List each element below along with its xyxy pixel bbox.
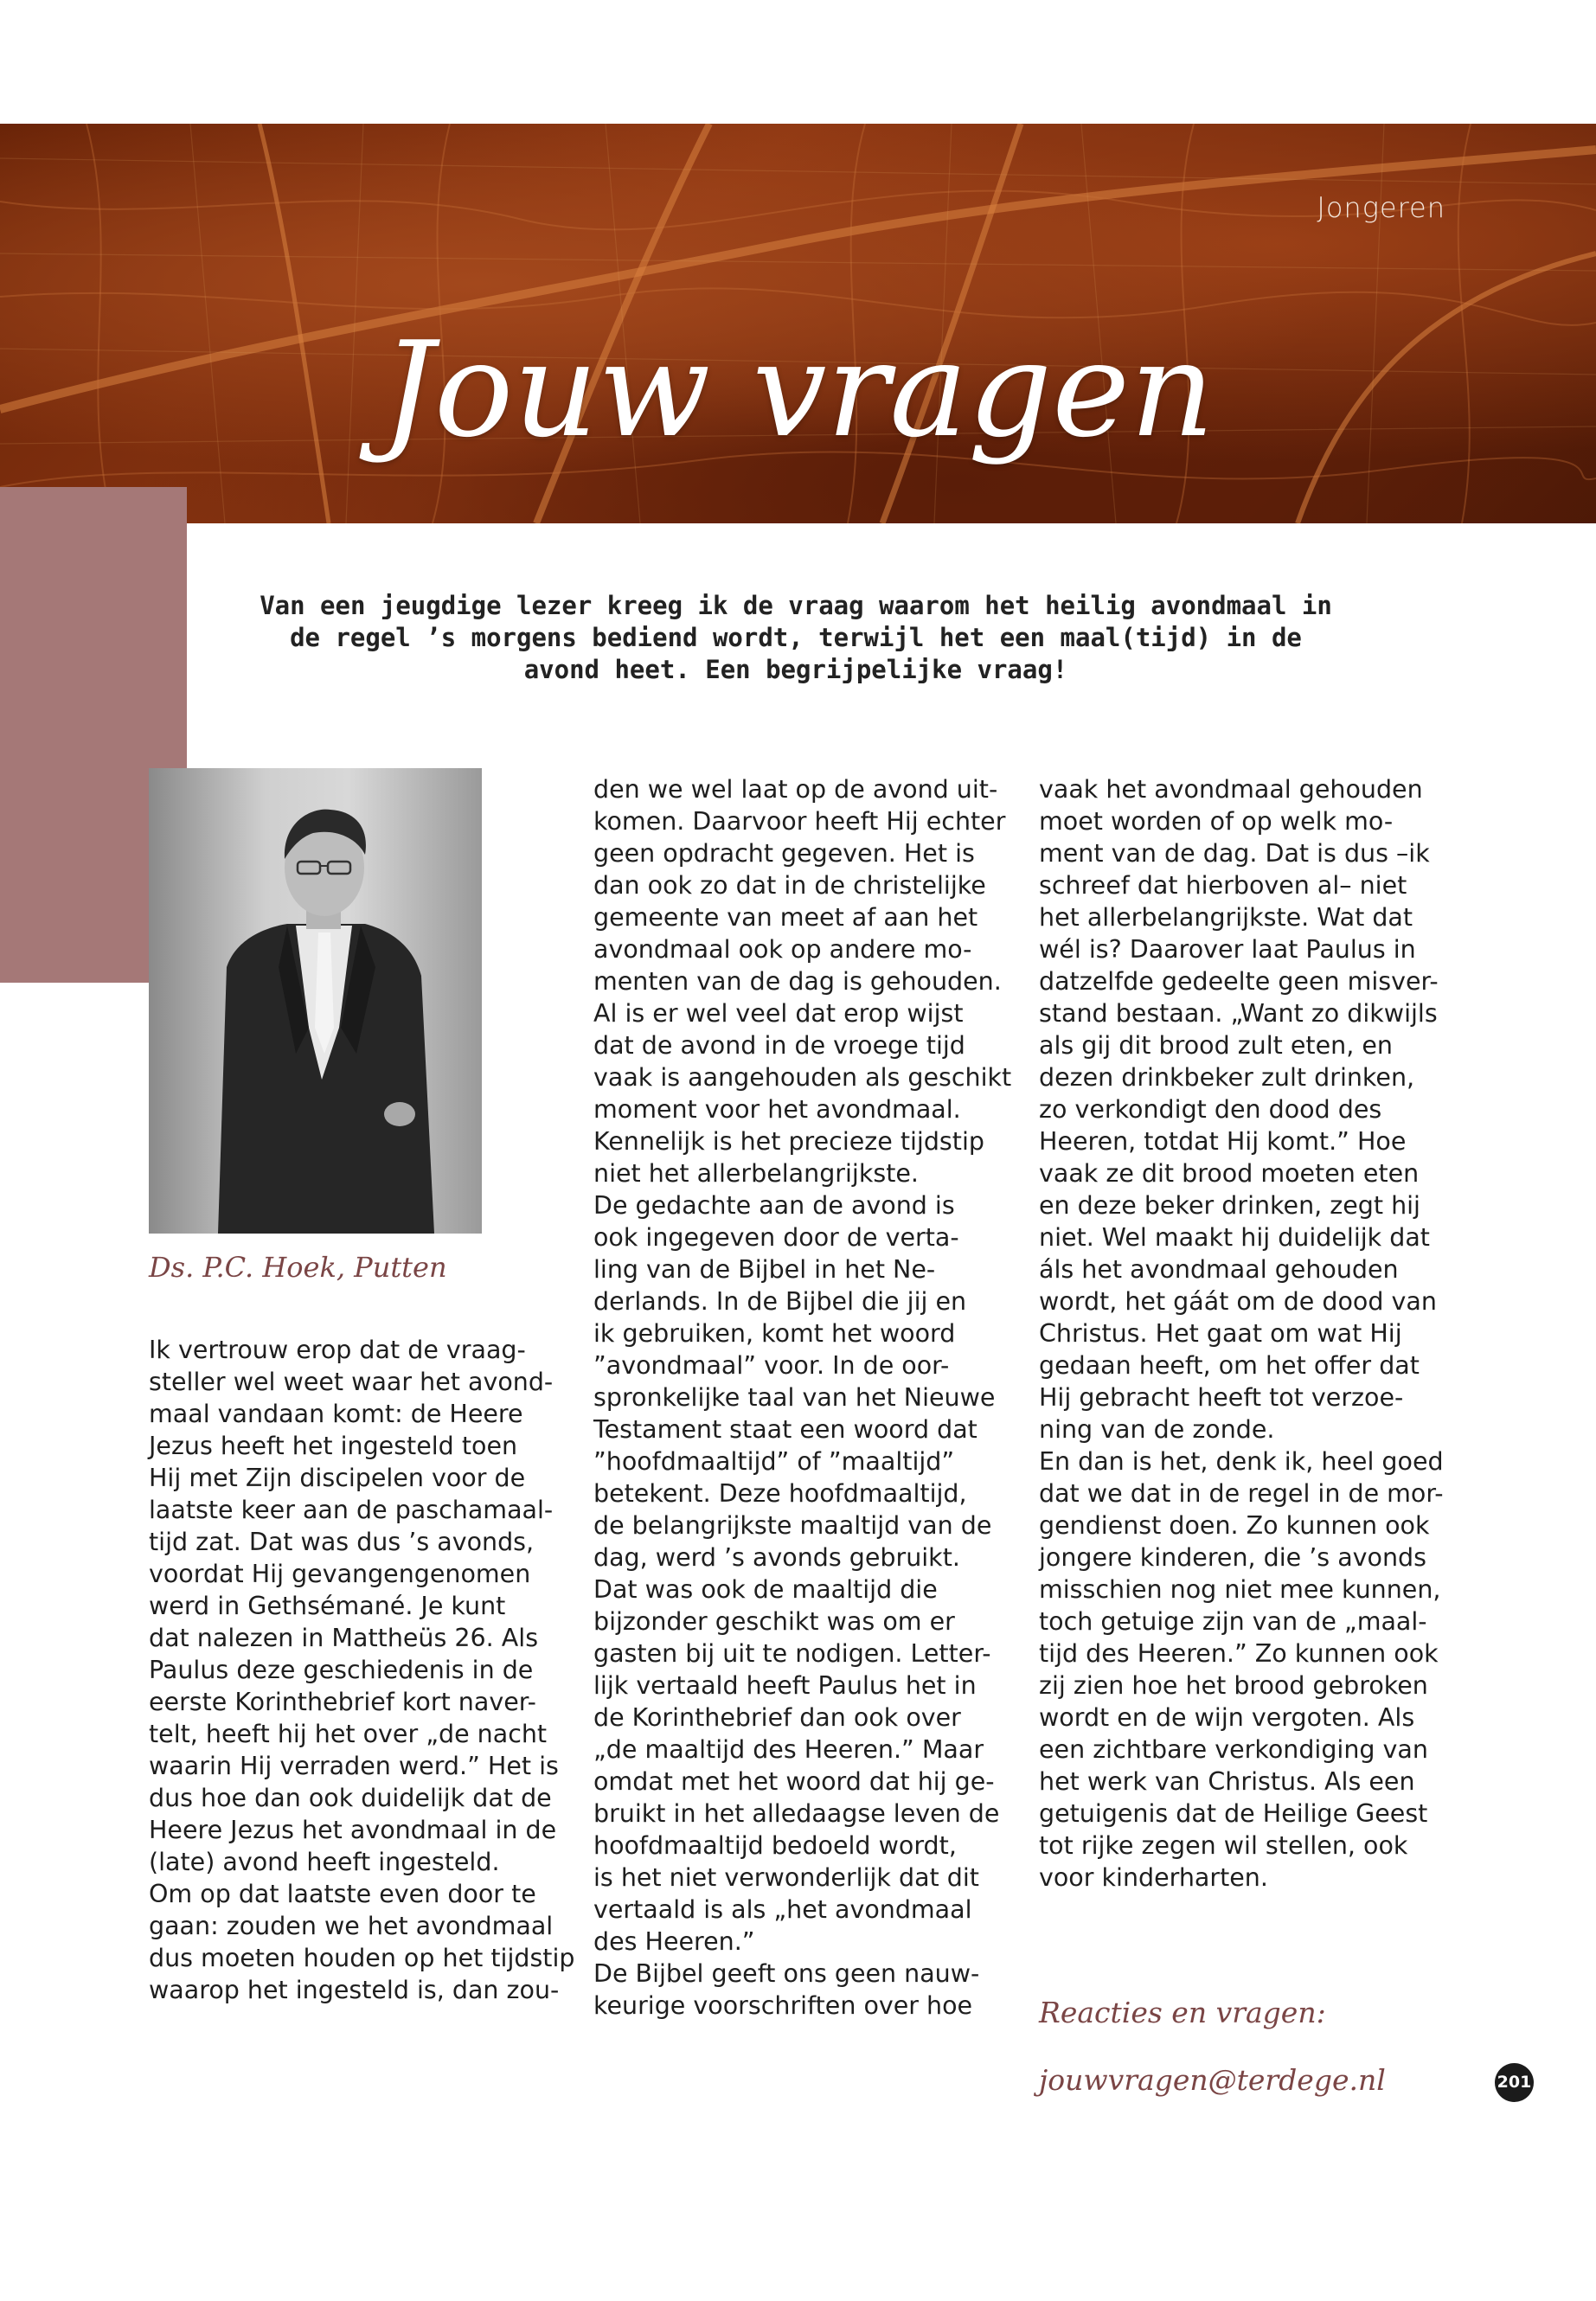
contact-email[interactable]: jouwvragen@terdege.nl xyxy=(1039,2063,1386,2097)
intro-text: Van een jeugdige lezer kreeg ik de vraag waarom het heilig avondmaal in de regel ’s morgens bediend wordt, terwijl het een maal(tijd) in de avond heet. Een begrijpelijke vraag! xyxy=(260,591,1332,684)
author-portrait-image xyxy=(149,768,482,1234)
page-title: Jouw vragen xyxy=(381,313,1215,466)
article-column-2: den we wel laat op de avond uit- komen. Daarvoor heeft Hij echter geen opdracht gegeven. Het is dan ook zo dat in de christelijke gemeente van meet af aan het avondmaal ook op andere mo- menten van de dag is gehouden. Al is er wel veel dat erop wijst dat de avond in de vroege tijd vaak is aangehouden als geschikt moment voor het avondmaal. Kennelijk is het precieze tijdstip niet het allerbelangrijkste. De gedachte aan de avond is ook ingegeven door de verta- ling van de Bijbel in het Ne- derlands. In de Bijbel die jij en ik gebruiken, komt het woord ”avondmaal” voor. In de oor- spronkelijke taal van het Nieuwe Testament staat een woord dat ”hoofdmaaltijd” of ”maaltijd” betekent. Deze hoofdmaaltijd, de belangrijkste maaltijd van de dag, werd ’s avonds gebruikt. Dat was ook de maaltijd die bijzonder geschikt was om er gasten bij uit te nodigen. Letter- lijk vertaald heeft Paulus het in de Korinthebrief dan ook over „de maaltijd des Heeren.” Maar omdat met het woord dat hij ge- bruikt in het alledaagse leven de hoofdmaaltijd bedoeld wordt, is het niet verwonderlijk dat dit vertaald is als „het avondmaal des Heeren.” De Bijbel geeft ons geen nauw- keurige voorschriften over hoe xyxy=(593,775,1012,2020)
header-leaf-banner xyxy=(0,124,1596,523)
page-number-badge: 201 xyxy=(1495,2063,1534,2102)
article-column-3: vaak het avondmaal gehouden moet worden of op welk mo- ment van de dag. Dat is dus –ik schreef dat hierboven al– niet het allerbelangrijkste. Wat dat wél is? Daarover laat Paulus in datzelfde gedeelte geen misver- stand bestaan. „Want zo dikwijls als gij dit brood zult eten, en dezen drinkbeker zult drinken, zo verkondigt den dood des Heeren, totdat Hij komt.” Hoe vaak ze dit brood moeten eten en deze beker drinken, zegt hij niet. Wel maakt hij duidelijk dat áls het avondmaal gehouden wordt, het gáát om de dood van Christus. Het gaat om wat Hij gedaan heeft, om het offer dat Hij gebracht heeft tot verzoe- ning van de zonde. En dan is het, denk ik, heel goed dat we dat in de regel in de mor- gendienst doen. Zo kunnen ook jongere kinderen, die ’s avonds misschien nog niet mee kunnen, toch getuige zijn van de „maal- tijd des Heeren.” Zo kunnen ook zij zien hoe het brood gebroken wordt en de wijn vergoten. Als een zichtbare verkondiging van het werk van Christus. Als een getuigenis dat de Heilige Geest tot rijke zegen wil stellen, ook voor kinderharten. xyxy=(1039,775,1444,1892)
contact-label: Reacties en vragen: xyxy=(1039,1996,1326,2029)
section-label: Jongeren xyxy=(1317,191,1445,224)
contact-block xyxy=(1039,1962,1386,2131)
article-column-1: Ik vertrouw erop dat de vraag- steller wel weet waar het avond- maal vandaan komt: de Heere Jezus heeft het ingesteld toen Hij met Zijn discipelen voor de laatste keer aan de paschamaal- tijd zat. Dat was dus ’s avonds, voordat Hij gevangengenomen werd in Gethsémané. Je kunt dat nalezen in Mattheüs 26. Als Paulus deze geschiedenis in de eerste Korinthebrief kort naver- telt, heeft hij het over „de nacht waarin Hij verraden werd.” Het is dus hoe dan ook duidelijk dat de Heere Jezus het avondmaal in de (late) avond heeft ingesteld. Om op dat laatste even door te gaan: zouden we het avondmaal dus moeten houden op het tijdstip waarop het ingesteld is, dan zou- xyxy=(149,1336,575,2004)
author-photo xyxy=(149,768,482,1234)
author-caption: Ds. P.C. Hoek, Putten xyxy=(149,1251,447,1284)
